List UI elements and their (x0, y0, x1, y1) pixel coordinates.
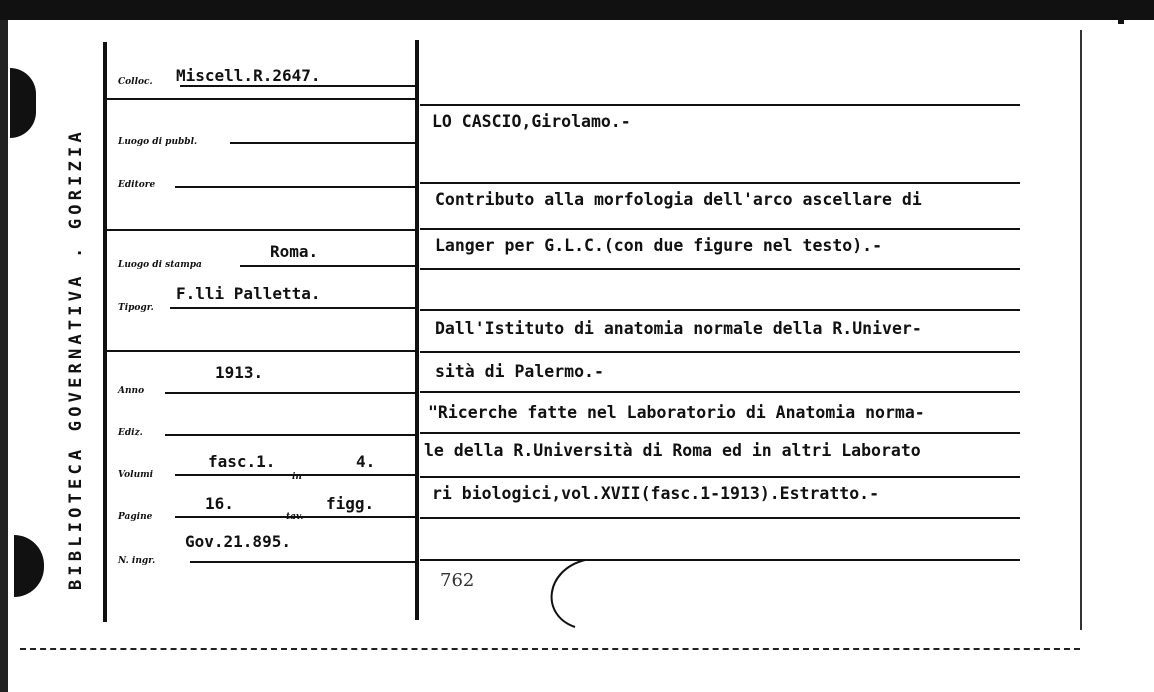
rule (420, 351, 1020, 353)
rule (180, 85, 416, 87)
card-bottom-dash (20, 648, 1080, 650)
label-volumi-in: in (292, 472, 302, 482)
value-volumi-format: 4. (356, 452, 376, 471)
rule (165, 392, 416, 394)
value-pagine: 16. (205, 494, 234, 513)
label-luogo-stampa: Luogo di stampa (118, 260, 202, 270)
record-line-3: Dall'Istituto di anatomia normale della R.Univer- (435, 319, 922, 338)
rule (106, 350, 416, 352)
rule (106, 98, 416, 100)
label-collocazione: Colloc. (118, 77, 153, 87)
rule (420, 432, 1020, 434)
middle-column-rule (415, 40, 419, 620)
punch-hole-bottom (14, 535, 44, 597)
record-line-1: Contributo alla morfologia dell'arco ascellare di (435, 190, 922, 209)
value-collocazione: Miscell.R.2647. (176, 66, 321, 85)
rule (420, 559, 1020, 561)
record-line-4: sità di Palermo.- (435, 362, 604, 381)
rule (106, 229, 416, 231)
rule (420, 104, 1020, 106)
library-side-label: BIBLIOTECA GOVERNATIVA . GORIZIA (66, 128, 86, 590)
label-luogo-pubbl: Luogo di pubbl. (118, 137, 198, 147)
record-author: LO CASCIO,Girolamo.- (432, 112, 631, 131)
left-column-rule (103, 42, 107, 622)
rule (165, 434, 416, 436)
rule (420, 476, 1020, 478)
handwritten-curve (535, 555, 615, 635)
record-line-2: Langer per G.L.C.(con due figure nel testo).- (435, 236, 883, 255)
value-n-ingr: Gov.21.895. (185, 532, 291, 551)
rule (190, 561, 416, 563)
rule (420, 182, 1020, 184)
value-luogo-stampa: Roma. (270, 242, 319, 261)
rule (420, 228, 1020, 230)
card-left-edge (0, 0, 8, 692)
rule (420, 517, 1020, 519)
label-tav: tav. (286, 512, 304, 522)
label-anno: Anno (118, 386, 145, 396)
record-line-7: ri biologici,vol.XVII(fasc.1-1913).Estratto.- (432, 484, 880, 503)
label-volumi: Volumi (118, 470, 154, 480)
card-top-edge (0, 0, 1154, 20)
rule (240, 265, 416, 267)
handwritten-number: 762 (440, 570, 475, 591)
rule (175, 186, 416, 188)
rule (170, 307, 416, 309)
rule (420, 268, 1020, 270)
rule (230, 142, 416, 144)
value-volumi: fasc.1. (208, 452, 276, 471)
value-tipografo: F.lli Palletta. (176, 284, 321, 303)
value-anno: 1913. (215, 363, 264, 382)
label-n-ingr: N. ingr. (118, 556, 156, 566)
record-line-6: le della R.Università di Roma ed in altri Laborato (424, 441, 921, 460)
card-right-curve (1080, 30, 1082, 630)
label-ediz: Ediz. (118, 428, 143, 438)
rule (420, 391, 1020, 393)
label-editore: Editore (118, 180, 156, 190)
label-pagine: Pagine (118, 512, 153, 522)
punch-hole-top (10, 68, 36, 138)
record-line-5: "Ricerche fatte nel Laboratorio di Anatomia norma- (428, 403, 925, 422)
value-figg: figg. (326, 494, 375, 513)
label-tipografo: Tipogr. (118, 303, 154, 313)
rule (420, 309, 1020, 311)
